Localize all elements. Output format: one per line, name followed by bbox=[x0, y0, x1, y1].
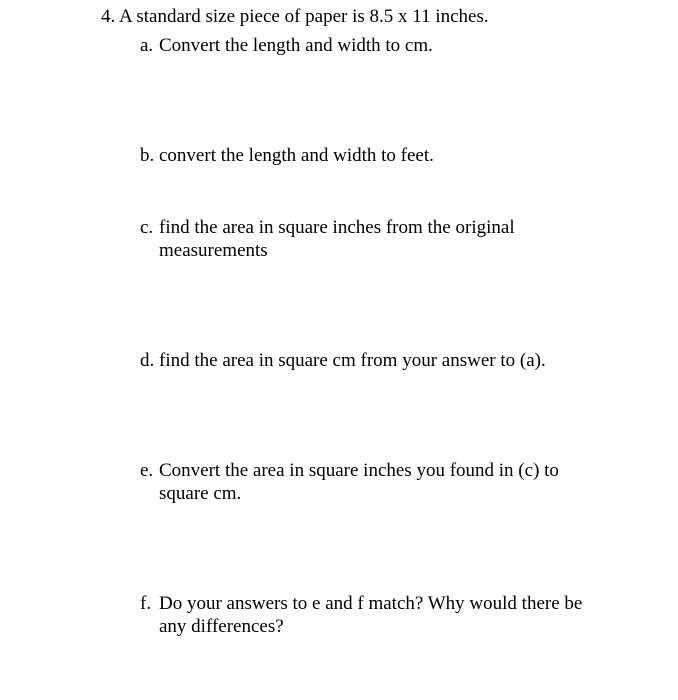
part-letter: b. bbox=[140, 145, 155, 166]
part-text: find the area in square cm from your answer to (a). bbox=[159, 350, 546, 371]
part-a bbox=[140, 34, 610, 57]
part-text: Convert the length and width to cm. bbox=[159, 35, 433, 56]
part-f bbox=[140, 592, 592, 638]
part-text: Do your answers to e and f match? Why would there be any differences? bbox=[159, 593, 583, 637]
part-letter: a. bbox=[140, 35, 154, 56]
question-stem bbox=[101, 5, 489, 28]
part-e bbox=[140, 459, 592, 505]
part-b bbox=[140, 144, 610, 167]
part-text: convert the length and width to feet. bbox=[159, 145, 434, 166]
part-d bbox=[140, 349, 610, 372]
part-letter: f. bbox=[140, 593, 152, 614]
part-letter: e. bbox=[140, 460, 154, 481]
question-text: A standard size piece of paper is 8.5 x 11 inches. bbox=[118, 6, 489, 27]
question-number: 4. bbox=[101, 6, 116, 27]
part-c bbox=[140, 216, 560, 262]
part-letter: d. bbox=[140, 350, 155, 371]
part-letter: c. bbox=[140, 217, 154, 238]
part-text: Convert the area in square inches you found in (c) to square cm. bbox=[159, 460, 559, 504]
part-text: find the area in square inches from the original measurements bbox=[159, 217, 515, 261]
